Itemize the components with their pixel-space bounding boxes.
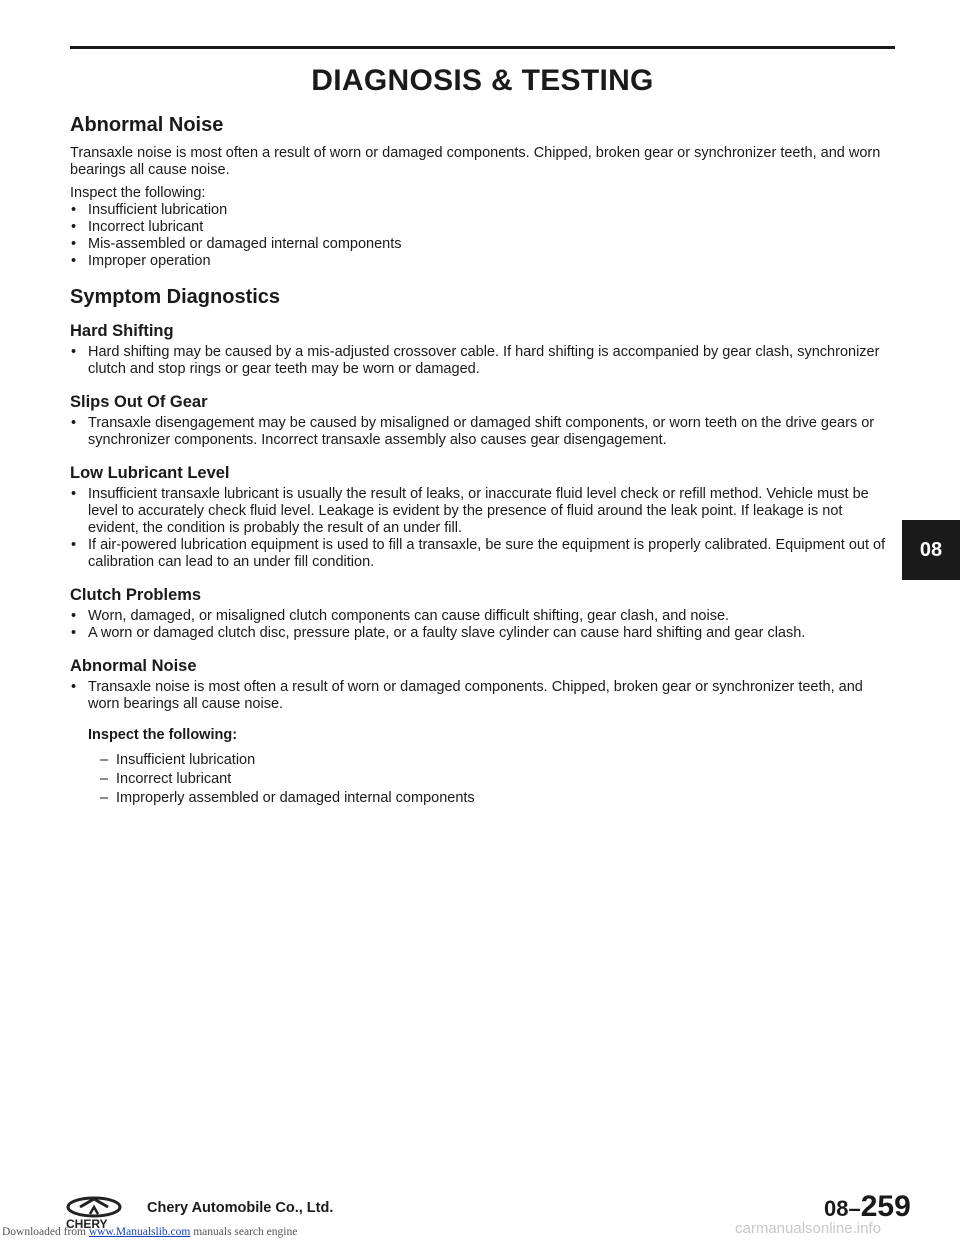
subsection-heading: Hard Shifting bbox=[70, 322, 174, 340]
top-rule bbox=[70, 46, 895, 49]
list-item: • Improper operation bbox=[70, 253, 896, 270]
download-suffix: manuals search engine bbox=[193, 1226, 298, 1238]
list-item: • Transaxle disengagement may be caused by misaligned or damaged shift components, or worn teeth on the drive gears or synchronizer components. Incorrect transaxle assembly also causes gear disengagement. bbox=[70, 415, 896, 449]
page-number-value: 259 bbox=[860, 1190, 911, 1223]
subsection-heading: Slips Out Of Gear bbox=[70, 393, 208, 411]
list-item: • Transaxle noise is most often a result of worn or damaged components. Chipped, broken gear or synchronizer teeth, and worn bearings all cause noise. bbox=[70, 679, 896, 713]
page-number bbox=[824, 1190, 911, 1224]
subsection-slips-out-of-gear bbox=[70, 393, 896, 449]
subsection-heading: Low Lubricant Level bbox=[70, 464, 230, 482]
list-item: • Hard shifting may be caused by a mis-adjusted crossover cable. If hard shifting is accompanied by gear clash, synchronizer clutch and stop rings or gear teeth may be worn or damaged. bbox=[70, 344, 896, 378]
inspect-label: Inspect the following: bbox=[88, 727, 238, 743]
watermark: carmanualsonline.info bbox=[735, 1220, 881, 1237]
download-prefix: Downloaded from bbox=[2, 1226, 86, 1238]
inspect-list bbox=[70, 202, 896, 270]
subsection-hard-shifting bbox=[70, 322, 896, 378]
list-item: – Improperly assembled or damaged internal components bbox=[70, 789, 896, 808]
svg-text:CHERY: CHERY bbox=[66, 1217, 108, 1230]
bullet-list bbox=[70, 608, 896, 642]
list-item: • Worn, damaged, or misaligned clutch components can cause difficult shifting, gear clash, and noise. bbox=[70, 608, 896, 625]
subsection-low-lubricant-level bbox=[70, 464, 896, 571]
section-symptom-diagnostics bbox=[70, 286, 896, 808]
dash-list bbox=[70, 751, 896, 808]
page-content bbox=[70, 114, 896, 808]
list-item: – Incorrect lubricant bbox=[70, 770, 896, 789]
list-item: • Insufficient transaxle lubricant is usually the result of leaks, or inaccurate fluid level check or refill method. Vehicle must be level to accurately check fluid level. Leakage is evident by the presence of fluid around the leak point. If leakage is not evident, the condition is probably the result of an under fill. bbox=[70, 486, 896, 537]
bullet-list bbox=[70, 344, 896, 378]
subsection-heading: Clutch Problems bbox=[70, 586, 202, 604]
list-item: • If air-powered lubrication equipment is used to fill a transaxle, be sure the equipment is properly calibrated. Equipment out of calibration can lead to an under fill condition. bbox=[70, 537, 896, 571]
section-tab: 08 bbox=[902, 520, 960, 580]
bullet-list bbox=[70, 486, 896, 571]
inspect-label: Inspect the following: bbox=[70, 185, 206, 201]
list-item: • Insufficient lubrication bbox=[70, 202, 896, 219]
bullet-list bbox=[70, 415, 896, 449]
list-item: • A worn or damaged clutch disc, pressure plate, or a faulty slave cylinder can cause hard shifting and gear clash. bbox=[70, 625, 896, 642]
page-title: DIAGNOSIS & TESTING bbox=[311, 64, 654, 97]
section-heading: Symptom Diagnostics bbox=[70, 286, 281, 308]
subsection-clutch-problems bbox=[70, 586, 896, 642]
bullet-list bbox=[70, 679, 896, 713]
section-heading: Abnormal Noise bbox=[70, 114, 224, 136]
page-section: 08– bbox=[824, 1196, 861, 1221]
list-item: – Insufficient lubrication bbox=[70, 751, 896, 770]
subsection-abnormal-noise bbox=[70, 657, 896, 808]
subsection-heading: Abnormal Noise bbox=[70, 657, 197, 675]
section-abnormal-noise bbox=[70, 114, 896, 270]
chery-logo-icon bbox=[66, 1196, 142, 1230]
list-item: • Incorrect lubricant bbox=[70, 219, 896, 236]
company-name: Chery Automobile Co., Ltd. bbox=[147, 1200, 334, 1216]
intro-paragraph: Transaxle noise is most often a result of worn or damaged components. Chipped, broken gear or synchronizer teeth, and worn bearings all cause noise. bbox=[70, 145, 881, 178]
manualslib-link[interactable]: www.Manualslib.com bbox=[88, 1226, 191, 1238]
download-credit bbox=[2, 1226, 297, 1238]
list-item: • Mis-assembled or damaged internal components bbox=[70, 236, 896, 253]
